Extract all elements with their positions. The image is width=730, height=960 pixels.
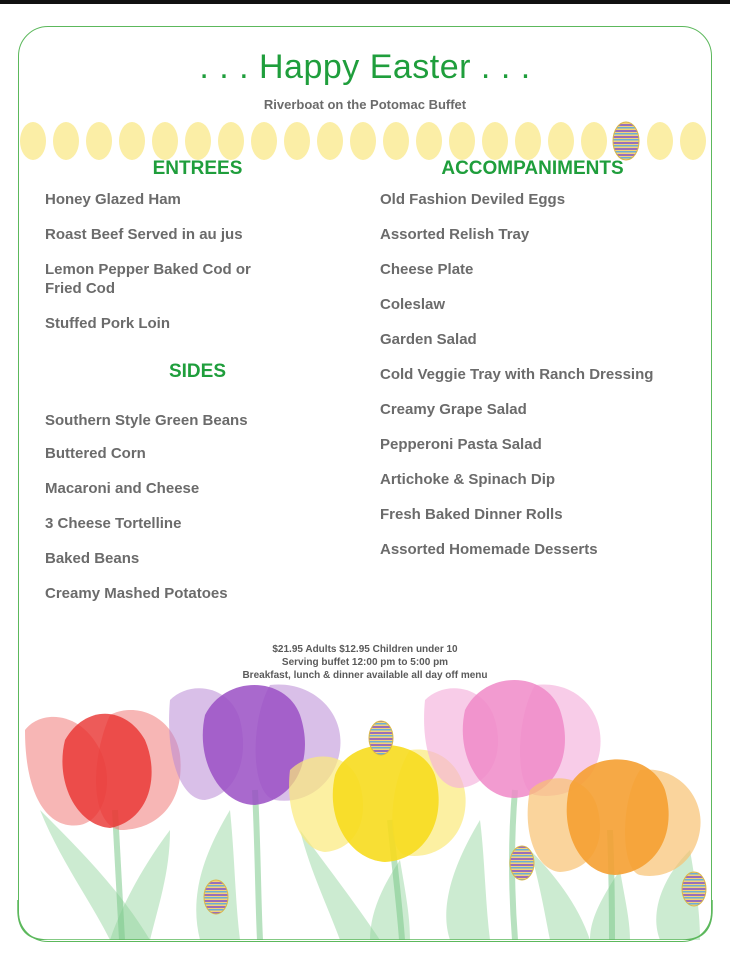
accompaniment-item: Fresh Baked Dinner Rolls: [380, 506, 563, 523]
menu-availability-note: Breakfast, lunch & dinner available all day off menu: [242, 670, 488, 681]
red-tulip: [25, 710, 181, 830]
accompaniment-item: Old Fashion Deviled Eggs: [380, 191, 566, 208]
side-item: Southern Style Green Beans: [45, 412, 248, 429]
accompaniment-item: Pepperoni Pasta Salad: [380, 436, 542, 453]
page-subtitle: Riverboat on the Potomac Buffet: [263, 97, 467, 112]
accompaniment-item: Cold Veggie Tray with Ranch Dressing: [380, 366, 654, 383]
entree-item: Lemon Pepper Baked Cod or: [45, 261, 251, 278]
price-info: $21.95 Adults $12.95 Children under 10: [272, 644, 458, 655]
side-item: Buttered Corn: [45, 445, 146, 462]
entree-item: Roast Beef Served in au jus: [45, 226, 243, 243]
easter-egg-icon: [204, 880, 228, 914]
accompaniment-item: Garden Salad: [380, 331, 477, 348]
accompaniment-item: Assorted Relish Tray: [380, 226, 530, 243]
tulip-illustration: [0, 660, 730, 940]
side-item: Baked Beans: [45, 550, 140, 567]
sides-heading: SIDES: [168, 361, 227, 382]
egg-row: [20, 122, 706, 160]
entrees-heading: ENTREES: [152, 158, 243, 179]
entree-item-continued: Fried Cod: [45, 280, 115, 297]
accompaniment-item: Artichoke & Spinach Dip: [380, 471, 556, 488]
easter-egg-icon: [369, 721, 393, 755]
accompaniment-item: Creamy Grape Salad: [380, 401, 527, 418]
easter-egg-icon: [682, 872, 706, 906]
side-item: Macaroni and Cheese: [45, 480, 200, 497]
side-item: Creamy Mashed Potatoes: [45, 585, 228, 602]
entree-item: Honey Glazed Ham: [45, 191, 181, 208]
page-title: . . . Happy Easter . . .: [199, 48, 531, 86]
accompaniments-heading: ACCOMPANIMENTS: [441, 158, 624, 179]
accompaniment-item: Coleslaw: [380, 296, 446, 313]
serving-hours: Serving buffet 12:00 pm to 5:00 pm: [281, 657, 449, 668]
easter-egg-icon: [613, 122, 639, 160]
easter-egg-icon: [510, 846, 534, 880]
entree-item: Stuffed Pork Loin: [45, 315, 170, 332]
accompaniment-item: Cheese Plate: [380, 261, 474, 278]
top-border-bar: [0, 0, 730, 4]
accompaniment-item: Assorted Homemade Desserts: [380, 541, 598, 558]
side-item: 3 Cheese Tortelline: [45, 515, 182, 532]
